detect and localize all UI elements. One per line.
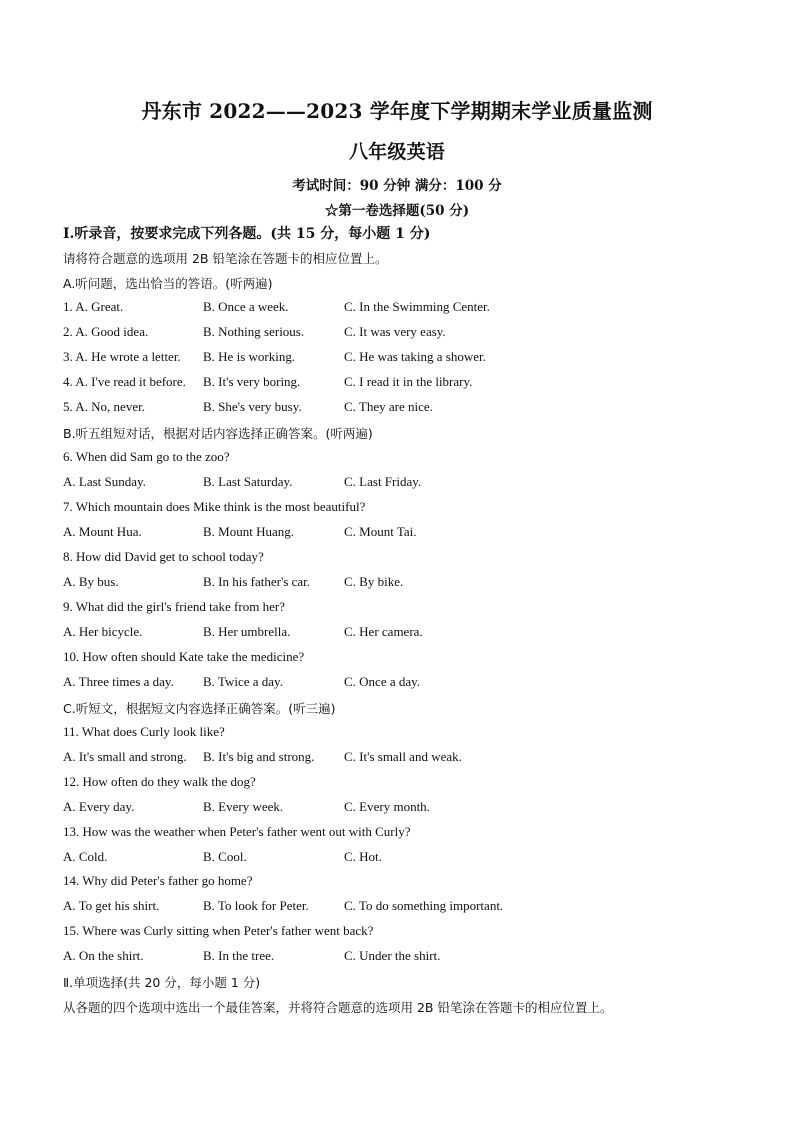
option-a: 3. A. He wrote a letter.	[63, 349, 181, 364]
option-c: C. It's small and weak.	[344, 749, 462, 764]
option-c: C. Hot.	[344, 849, 382, 864]
option-c: C. In the Swimming Center.	[344, 299, 490, 314]
section2-heading: Ⅱ.单项选择(共 20 分，每小题 1 分)	[63, 975, 261, 990]
option-c: C. Her camera.	[344, 624, 423, 639]
question-6-stem: 6. When did Sam go to the zoo?	[63, 449, 230, 464]
question-7-stem: 7. Which mountain does Mike think is the most beautiful?	[63, 499, 366, 514]
exam-info: 考试时间：90 分钟 满分：100 分	[292, 178, 502, 194]
option-b: B. Her umbrella.	[203, 624, 291, 639]
question-11-stem: 11. What does Curly look like?	[63, 724, 225, 739]
option-a: A. Every day.	[63, 799, 135, 814]
option-c: C. Mount Tai.	[344, 524, 417, 539]
section2-instruction: 从各题的四个选项中选出一个最佳答案，并将符合题意的选项用 2B 铅笔涂在答题卡的相应位置上。	[63, 1000, 613, 1015]
option-c: C. Once a day.	[344, 674, 421, 689]
option-a: A. Cold.	[63, 849, 108, 864]
option-c: C. They are nice.	[344, 399, 433, 414]
question-13-stem: 13. How was the weather when Peter's father went out with Curly?	[63, 824, 411, 839]
option-c: C. Last Friday.	[344, 474, 422, 489]
option-a: A. Last Sunday.	[63, 474, 146, 489]
question-10-stem: 10. How often should Kate take the medicine?	[63, 649, 305, 664]
option-b: B. Mount Huang.	[203, 524, 294, 539]
option-a: A. Three times a day.	[63, 674, 174, 689]
option-b: B. Nothing serious.	[203, 324, 305, 339]
option-b: B. Every week.	[203, 799, 284, 814]
option-c: C. He was taking a shower.	[344, 349, 486, 364]
option-b: B. She's very busy.	[203, 399, 302, 414]
option-a: 1. A. Great.	[63, 299, 124, 314]
option-c: C. It was very easy.	[344, 324, 446, 339]
question-12-stem: 12. How often do they walk the dog?	[63, 774, 256, 789]
option-a: A. By bus.	[63, 574, 119, 589]
option-a: A. Her bicycle.	[63, 624, 143, 639]
option-c: C. I read it in the library.	[344, 374, 473, 389]
option-b: B. Twice a day.	[203, 674, 283, 689]
option-a: 5. A. No, never.	[63, 399, 145, 414]
option-a: A. It's small and strong.	[63, 749, 187, 764]
partC-heading: C.听短文，根据短文内容选择正确答案。(听三遍)	[63, 701, 336, 716]
option-a: A. Mount Hua.	[63, 524, 142, 539]
option-b: B. It's big and strong.	[203, 749, 315, 764]
exam-title: 丹东市 2022——2023 学年度下学期期末学业质量监测	[141, 99, 653, 123]
option-c: C. Under the shirt.	[344, 948, 441, 963]
question-14-stem: 14. Why did Peter's father go home?	[63, 873, 253, 888]
partB-heading: B.听五组短对话，根据对话内容选择正确答案。(听两遍)	[63, 426, 373, 441]
option-b: B. He is working.	[203, 349, 296, 364]
option-a: A. To get his shirt.	[63, 898, 160, 913]
option-b: B. In his father's car.	[203, 574, 311, 589]
option-a: 4. A. I've read it before.	[63, 374, 186, 389]
question-8-stem: 8. How did David get to school today?	[63, 549, 264, 564]
option-b: B. Cool.	[203, 849, 247, 864]
partA-heading: A.听问题，选出恰当的答语。(听两遍)	[63, 276, 273, 291]
option-c: C. Every month.	[344, 799, 430, 814]
option-b: B. Last Saturday.	[203, 474, 293, 489]
option-b: B. Once a week.	[203, 299, 289, 314]
option-c: C. By bike.	[344, 574, 404, 589]
part-one-heading: ☆第一卷选择题(50 分)	[324, 203, 470, 219]
option-b: B. To look for Peter.	[203, 898, 309, 913]
option-b: B. It's very boring.	[203, 374, 301, 389]
section1-instruction: 请将符合题意的选项用 2B 铅笔涂在答题卡的相应位置上。	[63, 251, 388, 266]
option-a: 2. A. Good idea.	[63, 324, 149, 339]
section1-heading: Ⅰ.听录音，按要求完成下列各题。(共 15 分，每小题 1 分)	[63, 226, 431, 242]
option-a: A. On the shirt.	[63, 948, 144, 963]
question-9-stem: 9. What did the girl's friend take from her?	[63, 599, 285, 614]
question-15-stem: 15. Where was Curly sitting when Peter's father went back?	[63, 923, 374, 938]
exam-subtitle: 八年级英语	[348, 141, 445, 163]
option-b: B. In the tree.	[203, 948, 275, 963]
option-c: C. To do something important.	[344, 898, 504, 913]
